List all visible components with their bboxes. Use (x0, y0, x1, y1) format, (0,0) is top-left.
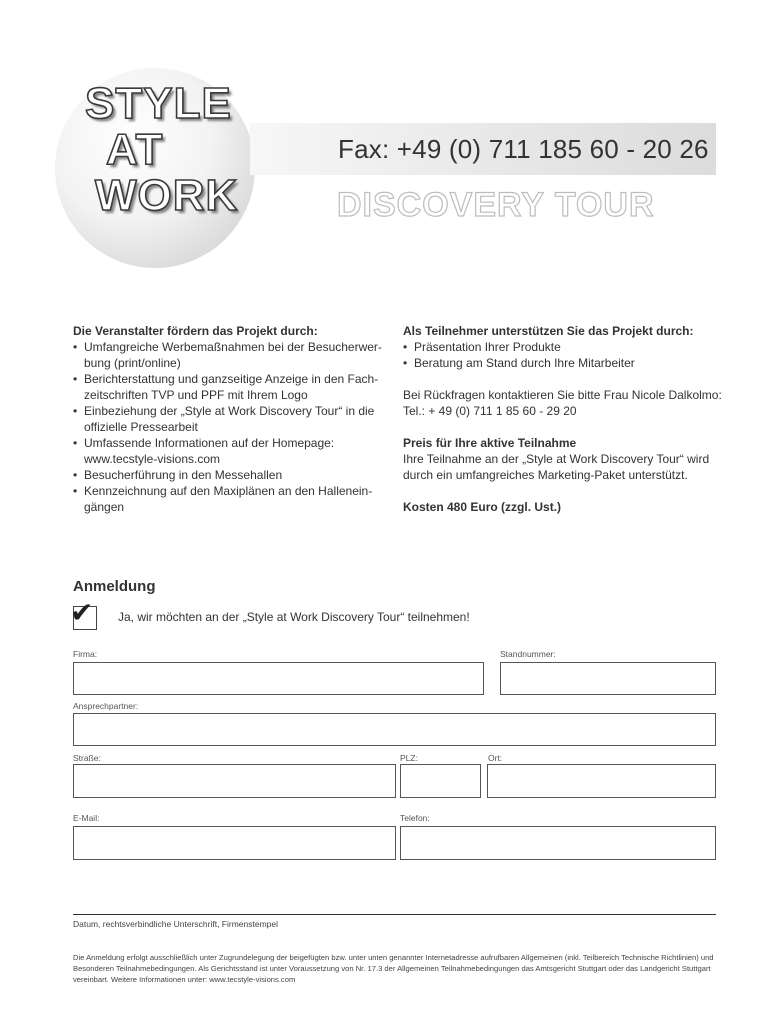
fax-number: Fax: +49 (0) 711 185 60 - 20 26 (338, 134, 709, 164)
ansprechpartner-label: Ansprechpartner: (73, 701, 139, 711)
legal-footer: Die Anmeldung erfolgt ausschließlich unter Zugrundelegung der beigefügten bzw. unter unten genannter Internetadresse aufrufbaren Allgemeinen (inkl. Teilbereich Technische Richtlinien) und Besonderen Teilnahmebedingungen. Als Gerichtsstand ist unter Voraussetzung von Nr. 17.3 der Allgemeinen Teilnahmebedingungen das Amtsgericht Stuttgart oder das Landgericht Stuttgart vereinbart. Weitere Informationen unter: www.tecstyle-visions.com (73, 953, 714, 984)
price-text: Ihre Teilnahme an der „Style at Work Discovery Tour“ wird durch ein umfangreiches Marketing-Paket unterstützt. (403, 452, 710, 482)
participant-heading: Als Teilnehmer unterstützen Sie das Projekt durch: (403, 324, 694, 338)
consent-label: Ja, wir möchten an der „Style at Work Discovery Tour“ teilnehmen! (118, 610, 470, 624)
list-item: • Einbeziehung der „Style at Work Discovery Tour“ in die offizielle Pressearbeit (73, 403, 385, 435)
ansprechpartner-field[interactable] (73, 713, 716, 746)
telefon-label: Telefon: (400, 813, 430, 823)
contact-line: Bei Rückfragen kontaktieren Sie bitte Frau Nicole Dalkolmo: (403, 388, 722, 402)
organizer-benefits (73, 323, 385, 515)
ort-label: Ort: (488, 753, 503, 763)
participant-info (403, 323, 723, 515)
list-item: • Beratung am Stand durch Ihre Mitarbeiter (403, 355, 723, 371)
logo-line-at: AT (106, 125, 164, 174)
logo-line-style: STYLE (85, 79, 232, 128)
participant-list (403, 339, 723, 371)
organizer-list (73, 339, 385, 515)
organizer-heading: Die Veranstalter fördern das Projekt durch: (73, 324, 318, 338)
list-item: • Kennzeichnung auf den Maxiplänen an den Hallenein-gängen (73, 483, 385, 515)
standnummer-field[interactable] (500, 662, 716, 695)
email-label: E-Mail: (73, 813, 100, 823)
telefon-field[interactable] (400, 826, 716, 860)
page-title: DISCOVERY TOUR (337, 186, 655, 224)
firma-field[interactable] (73, 662, 484, 695)
plz-field[interactable] (400, 764, 481, 798)
checkmark-icon: ✔ (70, 597, 94, 628)
cost-text: Kosten 480 Euro (zzgl. Ust.) (403, 500, 562, 514)
list-item: • Umfassende Informationen auf der Homepage: www.tecstyle-visions.com (73, 435, 385, 467)
list-item: • Präsentation Ihrer Produkte (403, 339, 723, 355)
list-item: • Besucherführung in den Messehallen (73, 467, 385, 483)
ort-field[interactable] (487, 764, 716, 798)
price-heading: Preis für Ihre aktive Teilnahme (403, 436, 577, 450)
signature-line (73, 914, 716, 915)
logo-line-work: WORK (95, 171, 239, 220)
form-title: Anmeldung (73, 578, 156, 595)
strasse-label: Straße: (73, 753, 101, 763)
signature-label: Datum, rechtsverbindliche Unterschrift, Firmenstempel (73, 919, 279, 929)
plz-label: PLZ: (400, 753, 418, 763)
contact-phone: Tel.: + 49 (0) 711 1 85 60 - 29 20 (403, 404, 577, 418)
list-item: • Berichterstattung und ganzseitige Anzeige in den Fach-zeitschriften TVP und PPF mit Ihrem Logo (73, 371, 385, 403)
standnummer-label: Standnummer: (500, 649, 556, 659)
strasse-field[interactable] (73, 764, 396, 798)
email-field[interactable] (73, 826, 396, 860)
firma-label: Firma: (73, 649, 98, 659)
list-item: • Umfangreiche Werbemaßnahmen bei der Besucherwer-bung (print/online) (73, 339, 385, 371)
